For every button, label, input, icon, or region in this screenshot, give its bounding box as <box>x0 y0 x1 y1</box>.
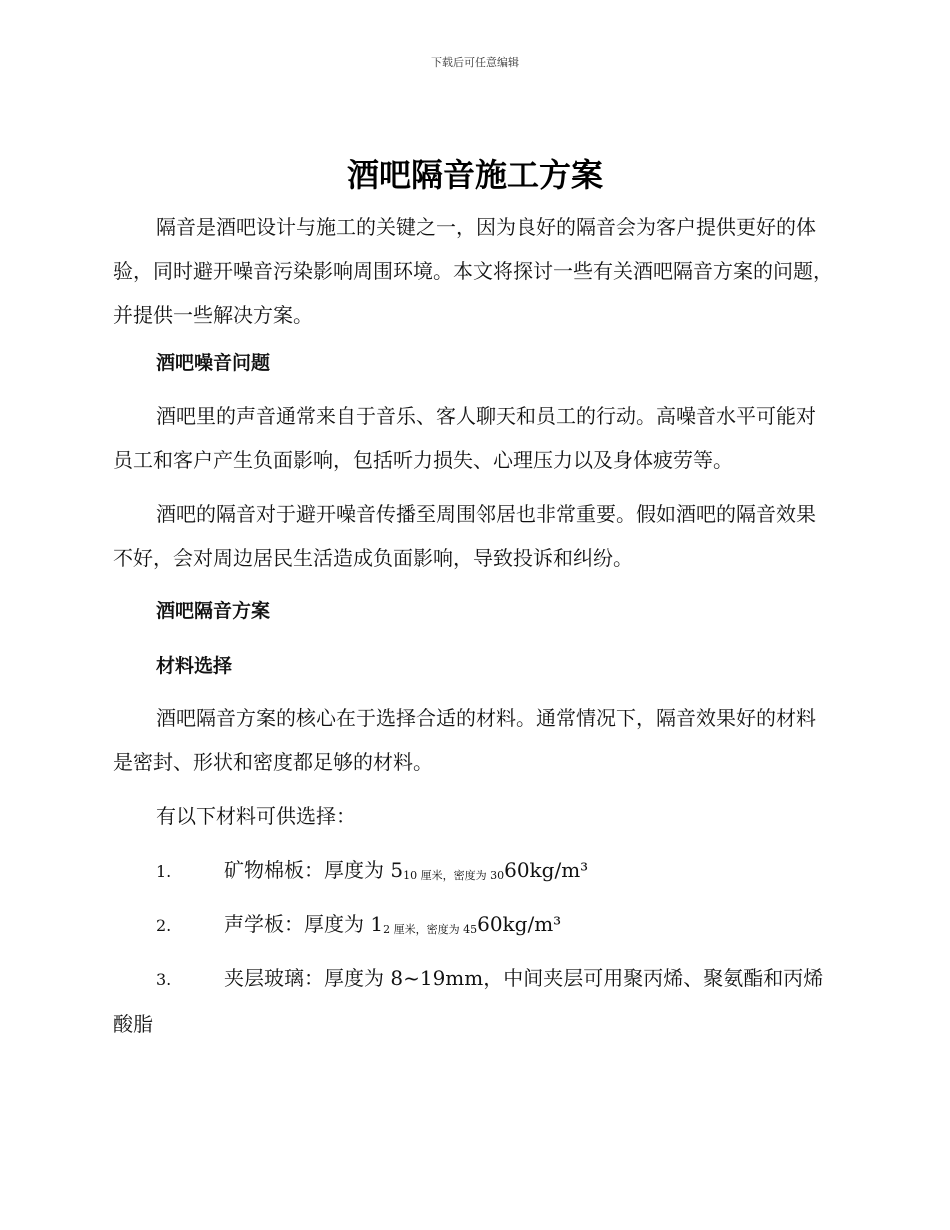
list-item-1 <box>113 848 833 898</box>
materials-paragraph: 酒吧隔音方案的核心在于选择合适的材料。通常情况下，隔音效果好的材料是密封、形状和密度都足够的材料。 <box>113 706 816 774</box>
list-item-tail: 60kg/m³ <box>504 858 589 882</box>
noise-paragraph-2: 酒吧的隔音对于避开噪音传播至周围邻居也非常重要。假如酒吧的隔音效果不好，会对周边居民生活造成负面影响，导致投诉和纠纷。 <box>113 502 816 570</box>
list-item-small-text: 10 厘米，密度为 30 <box>403 869 505 882</box>
list-item-lead: 矿物棉板：厚度为 5 <box>224 858 404 882</box>
list-item-small-text: 2 厘米，密度为 45 <box>383 923 478 936</box>
list-number: 3. <box>156 970 172 989</box>
list-item-3 <box>113 956 833 1046</box>
list-item-lead: 声学板：厚度为 1 <box>224 912 384 936</box>
list-number: 2. <box>156 916 172 935</box>
list-item-tail: 60kg/m³ <box>477 912 562 936</box>
list-item-2 <box>113 902 833 952</box>
list-item-text: 夹层玻璃：厚度为 8~19mm，中间夹层可用聚丙烯、聚氨酯和丙烯酸脂 <box>113 966 824 1036</box>
intro-paragraph: 隔音是酒吧设计与施工的关键之一，因为良好的隔音会为客户提供更好的体验，同时避开噪音污染影响周围环境。本文将探讨一些有关酒吧隔音方案的问题，并提供一些解决方案。 <box>113 215 833 327</box>
page-title: 酒吧隔音施工方案 <box>346 156 603 194</box>
noise-paragraph-1: 酒吧里的声音通常来自于音乐、客人聊天和员工的行动。高噪音水平可能对员工和客户产生负面影响，包括听力损失、心理压力以及身体疲劳等。 <box>113 404 816 472</box>
materials-intro: 有以下材料可供选择： <box>156 804 356 828</box>
header-note: 下载后可任意编辑 <box>431 56 519 69</box>
section-heading-noise: 酒吧噪音问题 <box>156 352 271 374</box>
list-number: 1. <box>156 862 172 881</box>
section-heading-solution: 酒吧隔音方案 <box>156 600 271 622</box>
subheading-materials: 材料选择 <box>156 655 233 677</box>
